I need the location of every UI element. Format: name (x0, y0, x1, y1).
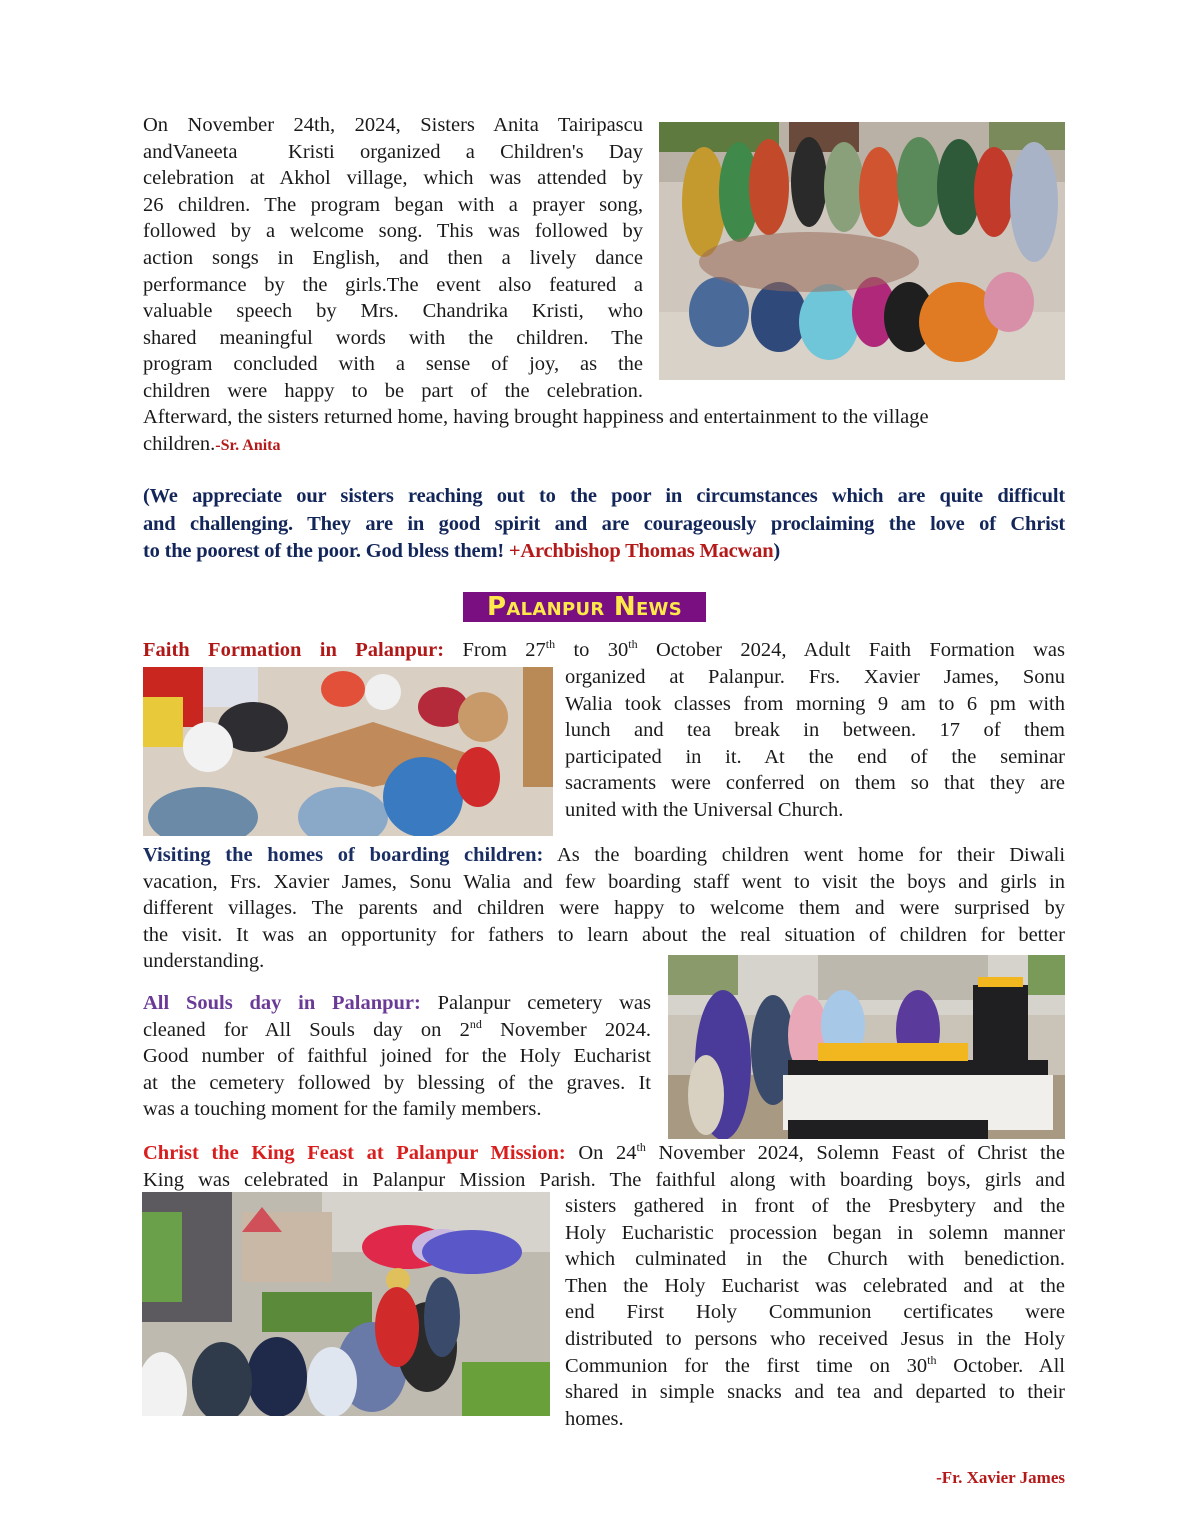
section-banner: Palanpur News (463, 592, 706, 622)
christ-king-photo (142, 1192, 550, 1416)
all-souls-second-line (143, 1017, 651, 1044)
faith-formation-heading: Faith Formation in Palanpur: (143, 639, 445, 661)
text: November 2024. (481, 1018, 652, 1041)
procession-image (142, 1192, 550, 1416)
paragraph-line: followed by a welcome song. This was followed by (143, 220, 643, 243)
paragraph-line: organized at Palanpur. Frs. Xavier James, Sonu (565, 666, 1065, 688)
paragraph-line: King was celebrated in Palanpur Mission Parish. The faithful along with boarding boys, girls and (143, 1168, 1065, 1191)
childrens-day-end-line (143, 431, 543, 460)
text: October 2024, Adult Faith Formation was (637, 639, 1065, 661)
paragraph-line: end First Holy Communion certificates were (565, 1301, 1065, 1324)
paragraph-line: Walia took classes from morning 9 am to 6 pm with (565, 692, 1065, 715)
christ-king-heading: Christ the King Feast at Palanpur Mission: (143, 1142, 566, 1164)
faith-formation-photo (143, 667, 553, 836)
cemetery-image (668, 955, 1065, 1139)
paragraph-line: the visit. It was an opportunity for fathers to learn about the real situation of children for better (143, 923, 1065, 946)
superscript: th (628, 637, 638, 652)
text: October. All (936, 1354, 1065, 1377)
all-souls-heading: All Souls day in Palanpur: (143, 992, 421, 1014)
paragraph-line: celebration at Akhol village, which was attended by (143, 167, 643, 190)
text: On 24 (565, 1142, 637, 1164)
text: cleaned for All Souls day on 2 (143, 1018, 470, 1041)
paragraph-line: children were happy to be part of the celebration. (143, 379, 643, 402)
childrens-day-photo (659, 122, 1065, 380)
paragraph-line: Then the Holy Eucharist was celebrated and at the (565, 1274, 1065, 1297)
paragraph-line: shared in simple snacks and tea and departed to their (565, 1381, 1065, 1404)
all-souls-first-line (143, 990, 651, 1017)
text: Communion for the first time on 30 (565, 1354, 928, 1377)
faith-formation-first-line (143, 637, 1065, 664)
text: As the boarding children went home for their Diwali (543, 844, 1066, 866)
childrens-day-text-block (143, 112, 643, 405)
superscript: th (636, 1140, 646, 1155)
christ-king-first-line (143, 1140, 1065, 1167)
end-text: children. (143, 433, 216, 455)
paragraph-line: action songs in English, and then a lively dance (143, 246, 643, 269)
paragraph-line: shared meaningful words with the children. The (143, 326, 643, 349)
paragraph-line: Good number of faithful joined for the Holy Eucharist (143, 1045, 651, 1068)
note-line: and challenging. They are in good spirit and are courageously proclaiming the love of Christ (143, 512, 1065, 535)
note-last-text: to the poorest of the poor. God bless them! (143, 540, 509, 562)
group-photo-image (659, 122, 1065, 380)
paragraph-line: participated in it. At the end of the seminar (565, 745, 1065, 768)
faith-formation-text-block (565, 664, 1065, 824)
paragraph-line: understanding. (143, 950, 265, 973)
paragraph-line: performance by the girls.The event also featured a (143, 273, 643, 296)
note-line (143, 538, 1065, 566)
childrens-day-full-line: Afterward, the sisters returned home, having brought happiness and entertainment to the village (143, 406, 929, 428)
paragraph-line: On November 24th, 2024, Sisters Anita Tairipascu (143, 114, 643, 136)
text: Palanpur cemetery was (420, 992, 651, 1014)
paragraph-line: sacraments were conferred on them so that they are (565, 772, 1065, 795)
paragraph-line: lunch and tea break in between. 17 of them (565, 719, 1065, 742)
paragraph-line: different villages. The parents and children were happy to welcome them and were surprised by (143, 897, 1065, 920)
paragraph-line: was a touching moment for the family members. (143, 1098, 542, 1121)
paragraph-line: at the cemetery followed by blessing of the graves. It (143, 1071, 651, 1094)
faith-formation-image (143, 667, 553, 836)
superscript: th (545, 637, 556, 652)
christ-king-text-block (565, 1193, 1065, 1432)
paragraph-line: sisters gathered in front of the Presbytery and the (565, 1195, 1065, 1217)
all-souls-photo (668, 955, 1065, 1139)
paragraph-line: 26 children. The program began with a prayer song, (143, 193, 643, 216)
paragraph-line: homes. (565, 1407, 624, 1430)
visiting-homes-first-line (143, 842, 1065, 869)
paragraph-line: vacation, Frs. Xavier James, Sonu Walia and few boarding staff went to visit the boys and girls in (143, 870, 1065, 893)
communion-line (565, 1353, 1065, 1380)
text: From 27 (444, 639, 546, 661)
note-line: (We appreciate our sisters reaching out to the poor in circumstances which are quite difficult (143, 485, 1065, 507)
text: to 30 (555, 639, 629, 661)
paragraph-line: which culminated in the Church with benediction. (565, 1248, 1065, 1271)
superscript: th (927, 1352, 937, 1367)
christ-king-header-block (143, 1140, 1065, 1193)
paragraph-line: Holy Eucharistic procession began in solemn manner (565, 1221, 1065, 1244)
author-signature: -Sr. Anita (215, 437, 281, 454)
note-closing: ) (773, 540, 781, 562)
paragraph-line: united with the Universal Church. (565, 798, 844, 821)
paragraph-line: valuable speech by Mrs. Chandrika Kristi, who (143, 300, 643, 323)
archbishop-signature: +Archbishop Thomas Macwan (508, 540, 774, 562)
visiting-homes-heading: Visiting the homes of boarding children: (143, 844, 544, 866)
all-souls-block (143, 990, 651, 1123)
paragraph-line: andVaneeta Kristi organized a Children's Day (143, 140, 643, 163)
paragraph-line: distributed to persons who received Jesus in the Holy (565, 1327, 1065, 1350)
christ-king-signature: -Fr. Xavier James (936, 1468, 1065, 1487)
superscript: nd (469, 1016, 482, 1031)
archbishop-note (143, 483, 1065, 566)
text: November 2024, Solemn Feast of Christ the (645, 1142, 1065, 1164)
paragraph-line: program concluded with a sense of joy, as the (143, 353, 643, 376)
